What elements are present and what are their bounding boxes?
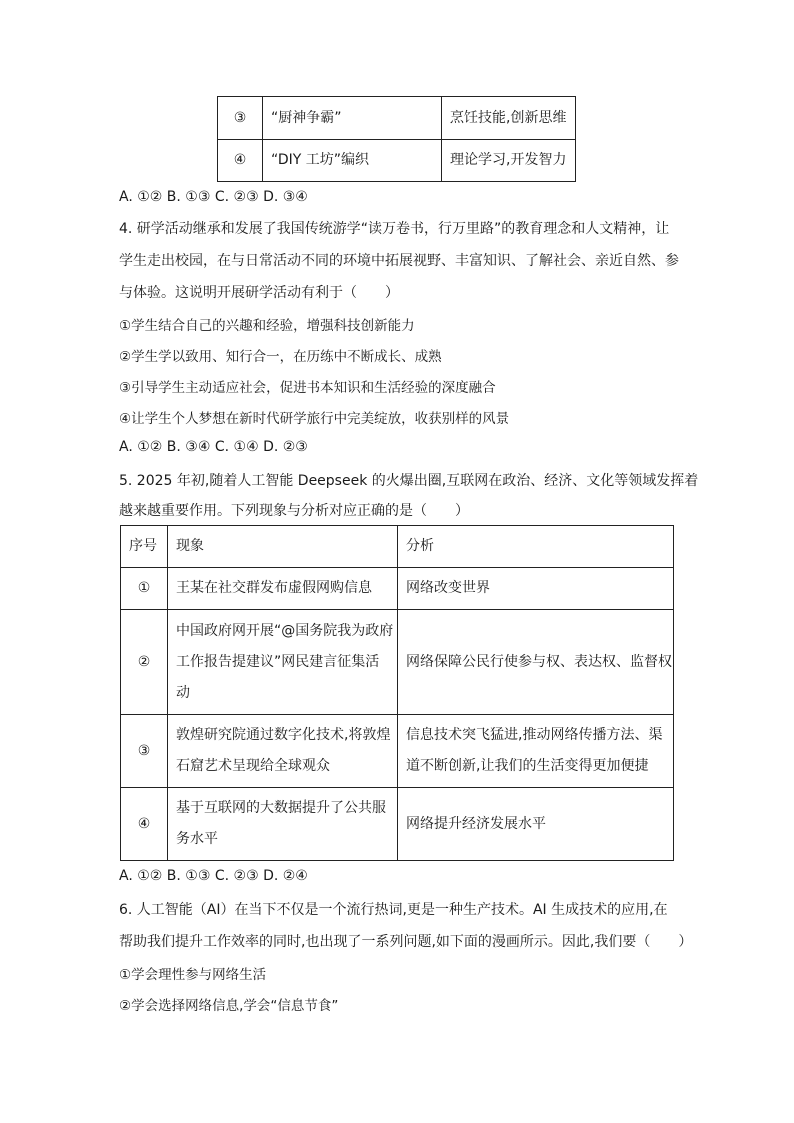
analysis-text: 网络改变世界: [406, 580, 490, 596]
q6-stem-line: 帮助我们提升工作效率的同时,也出现了一系列问题,如下面的漫画所示。因此,我们要（ ）: [119, 934, 693, 950]
table-row: [121, 788, 674, 861]
row-number: ③: [218, 97, 263, 140]
q4-options: A. ①② B. ③④ C. ①④ D. ②③: [119, 439, 308, 455]
analysis-cell: [398, 610, 674, 715]
ability-cell: 烹饪技能,创新思维: [442, 97, 576, 140]
row-number: ③: [121, 715, 168, 788]
phenomenon-cell: [168, 715, 398, 788]
phenomenon-text: 基于互联网的大数据提升了公共服: [176, 800, 386, 816]
activity-cell: “厨神争霸”: [263, 97, 442, 140]
q4-item: ②学生学以致用、知行合一，在历练中不断成长、成熟: [119, 349, 442, 365]
activity-table: [217, 96, 576, 182]
q3-options: A. ①② B. ①③ C. ②③ D. ③④: [119, 189, 308, 205]
row-number: ④: [121, 788, 168, 861]
phenomenon-analysis-table: [120, 525, 674, 861]
phenomenon-text: 动: [176, 684, 190, 701]
q4-stem-line: 4. 研学活动继承和发展了我国传统游学“读万卷书，行万里路”的教育理念和人文精神，让: [119, 221, 670, 237]
phenomenon-text: 敦煌研究院通过数字化技术,将敦煌: [176, 727, 391, 743]
q4-stem-line: 学生走出校园，在与日常活动不同的环境中拓展视野、丰富知识、了解社会、亲近自然、参: [119, 253, 679, 269]
q4-item: ①学生结合自己的兴趣和经验，增强科技创新能力: [119, 318, 415, 334]
phenomenon-text: 工作报告提建议”网民建言征集活: [176, 653, 380, 670]
phenomenon-text: 中国政府网开展“@国务院我为政府: [176, 622, 394, 639]
q6-item: ②学会选择网络信息,学会“信息节食”: [119, 998, 339, 1014]
row-number: ①: [121, 568, 168, 610]
q6-stem-line: 6. 人工智能（AI）在当下不仅是一个流行热词,更是一种生产技术。AI 生成技术的应用,在: [119, 902, 668, 918]
ability-cell: 理论学习,开发智力: [442, 140, 576, 182]
q5-stem-line: 5. 2025 年初,随着人工智能 Deepseek 的火爆出圈,互联网在政治、经济、文化等领域发挥着: [119, 473, 699, 489]
phenomenon-cell: [168, 788, 398, 861]
table-header-row: [121, 526, 674, 568]
table-row: [218, 97, 576, 140]
q4-item: ④让学生个人梦想在新时代研学旅行中完美绽放，收获别样的风景: [119, 411, 510, 427]
table-row: [121, 715, 674, 788]
activity-cell: “DIY 工坊”编织: [263, 140, 442, 182]
q4-item: ③引导学生主动适应社会，促进书本知识和生活经验的深度融合: [119, 380, 496, 396]
header-analysis: 分析: [398, 526, 674, 568]
analysis-text: 网络保障公民行使参与权、表达权、监督权: [406, 653, 672, 670]
phenomenon-text: 务水平: [176, 831, 218, 847]
row-number: ④: [218, 140, 263, 182]
phenomenon-cell: [168, 568, 398, 610]
analysis-text: 信息技术突飞猛进,推动网络传播方法、渠: [406, 727, 663, 743]
q5-options: A. ①② B. ①③ C. ②③ D. ②④: [119, 868, 308, 884]
row-number: ②: [121, 610, 168, 715]
q4-stem-line: 与体验。这说明开展研学活动有利于（ ）: [119, 285, 399, 301]
analysis-cell: [398, 568, 674, 610]
table-row: [121, 568, 674, 610]
q5-stem-line: 越来越重要作用。下列现象与分析对应正确的是（ ）: [119, 503, 469, 519]
header-number: 序号: [121, 526, 168, 568]
analysis-text: 道不断创新,让我们的生活变得更加便捷: [406, 758, 649, 774]
analysis-text: 网络提升经济发展水平: [406, 815, 546, 832]
table-row: [121, 610, 674, 715]
phenomenon-cell: [168, 610, 398, 715]
header-phenomenon: 现象: [168, 526, 398, 568]
table-row: [218, 140, 576, 182]
q6-item: ①学会理性参与网络生活: [119, 967, 267, 983]
analysis-cell: [398, 788, 674, 861]
phenomenon-text: 王某在社交群发布虚假网购信息: [176, 580, 372, 596]
phenomenon-text: 石窟艺术呈现给全球观众: [176, 758, 330, 774]
analysis-cell: [398, 715, 674, 788]
